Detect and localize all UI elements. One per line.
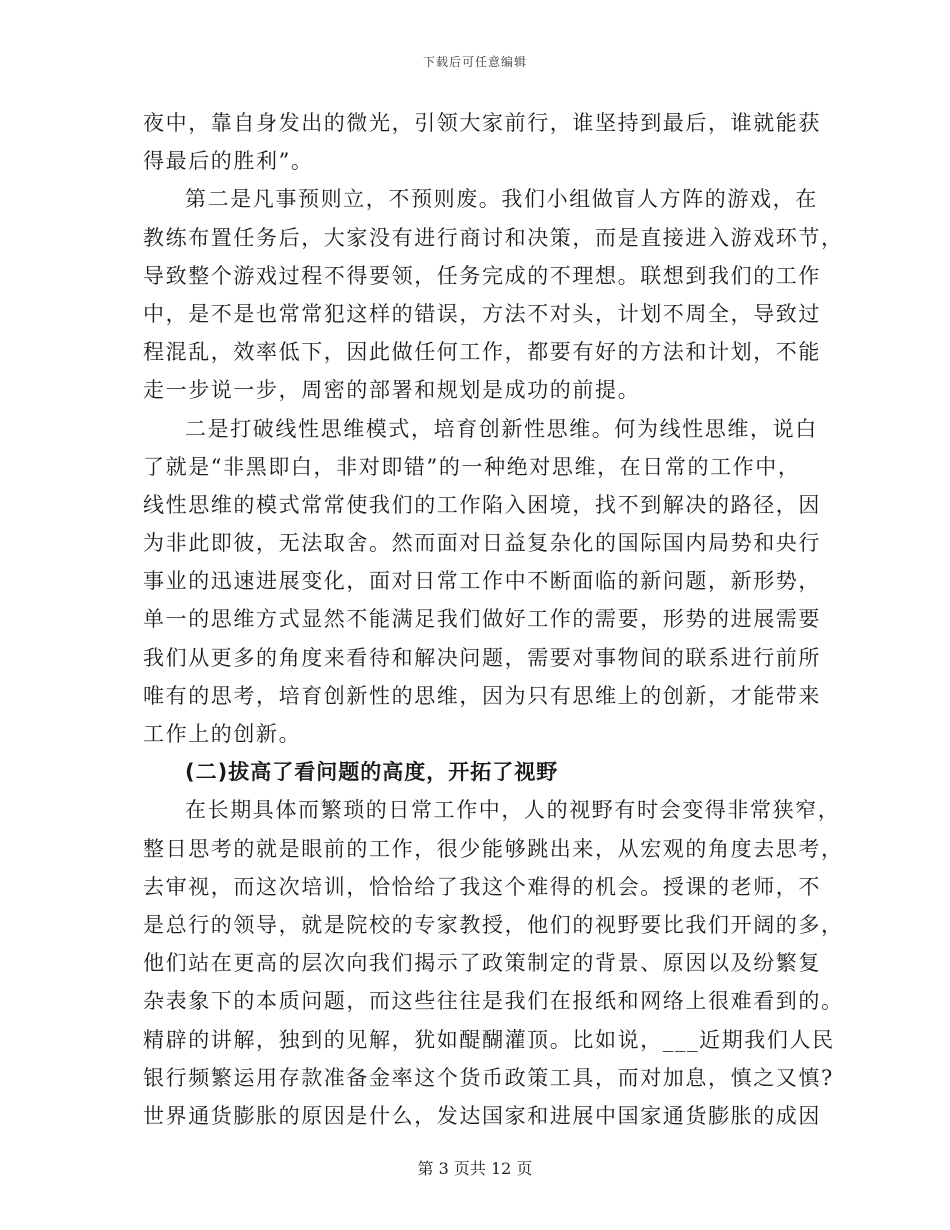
paragraph-start: 第二是凡事预则立，不预则废。我们小组做盲人方阵的游戏，在 (185, 187, 818, 212)
page-header: 下载后可任意编辑 (422, 55, 527, 69)
text-line: 银行频繁运用存款准备金率这个货币政策工具，而对加息，慎之又慎? (143, 1065, 834, 1090)
paragraph-start: 在长期具体而繁琐的日常工作中，人的视野有时会变得非常狭窄， (185, 798, 841, 823)
text-line: 单一的思维方式显然不能满足我们做好工作的需要，形势的进展需要 (143, 607, 821, 632)
text-line: 得最后的胜利”。 (143, 149, 314, 174)
text-line: 教练布置任务后，大家没有进行商讨和决策，而是直接进入游戏环节， (143, 225, 844, 250)
text-line: 为非此即彼，无法取舍。然而面对日益复杂化的国际国内局势和央行 (143, 531, 821, 556)
text-line: 工作上的创新。 (143, 722, 302, 746)
text-line: 世界通货膨胀的原因是什么，发达国家和进展中国家通货膨胀的成因 (143, 1103, 821, 1128)
text-line: 事业的迅速进展变化，面对日常工作中不断面临的新问题，新形势， (143, 569, 821, 594)
text-line: 夜中，靠自身发出的微光，引领大家前行，谁坚持到最后，谁就能获 (143, 111, 821, 135)
text-line: 我们从更多的角度来看待和解决问题，需要对事物间的联系进行前所 (143, 645, 821, 670)
text-line: 了就是“非黑即白，非对即错”的一种绝对思维，在日常的工作中， (143, 454, 801, 479)
paragraph-start: 二是打破线性思维模式，培育创新性思维。何为线性思维，说白 (185, 416, 818, 441)
text-line: 线性思维的模式常常使我们的工作陷入困境，找不到解决的路径，因 (143, 492, 821, 517)
document-body (143, 104, 844, 1135)
text-line: 走一步说一步，周密的部署和规划是成功的前提。 (143, 378, 641, 403)
text-line: 导致整个游戏过程不得要领，任务完成的不理想。联想到我们的工作 (143, 263, 821, 288)
text-line: 是总行的领导，就是院校的专家教授，他们的视野要比我们开阔的多， (143, 912, 844, 937)
text-line: 去审视，而这次培训，恰恰给了我这个难得的机会。授课的老师，不 (143, 874, 821, 899)
text-line: 唯有的思考，培育创新性的思维，因为只有思维上的创新，才能带来 (143, 683, 821, 708)
text-line: 程混乱，效率低下，因此做任何工作，都要有好的方法和计划，不能 (143, 340, 821, 365)
text-line: 杂表象下的本质问题，而这些往往是我们在报纸和网络上很难看到的。 (143, 989, 844, 1014)
text-line: 中，是不是也常常犯这样的错误，方法不对头，计划不周全，导致过 (143, 301, 821, 326)
text-line: 整日思考的就是眼前的工作，很少能够跳出来，从宏观的角度去思考， (143, 836, 844, 861)
text-line: 精辟的讲解，独到的见解，犹如醍醐灌顶。比如说，___近期我们人民 (143, 1027, 835, 1052)
text-line: 他们站在更高的层次向我们揭示了政策制定的背景、原因以及纷繁复 (143, 951, 821, 976)
page-footer: 第 3 页共 12 页 (417, 1159, 533, 1178)
section-heading: (二)拔高了看问题的高度，开拓了视野 (185, 760, 559, 785)
